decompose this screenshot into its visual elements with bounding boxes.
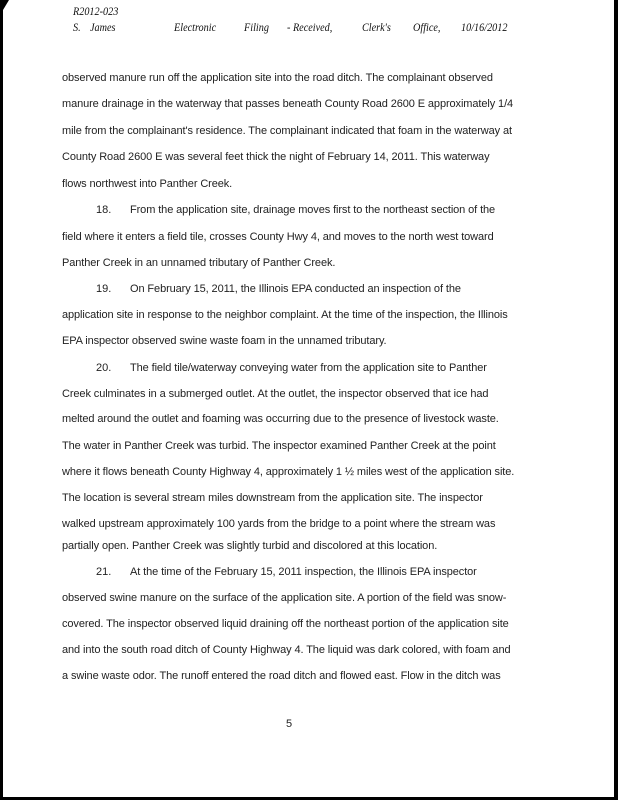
stamp-word: Filing [244, 20, 269, 34]
paragraph-number: 21. [96, 566, 112, 578]
text-line: Creek culminates in a submerged outlet. At the outlet, the inspector observed that ice had [62, 388, 489, 400]
stamp-word: S. [73, 20, 81, 34]
text-line: County Road 2600 E was several feet thick the night of February 14, 2011. This waterway [62, 151, 490, 163]
text-line: walked upstream approximately 100 yards from the bridge to a point where the stream was [62, 518, 496, 530]
paragraph-number: 20. [96, 362, 112, 374]
text-line: field where it enters a field tile, crosses County Hwy 4, and moves to the north west toward [62, 231, 494, 243]
text-line: a swine waste odor. The runoff entered the road ditch and flowed east. Flow in the ditch was [62, 670, 501, 682]
stamp-word: - Received, [287, 20, 333, 34]
text-line: partially open. Panther Creek was slightly turbid and discolored at this location. [62, 540, 438, 552]
text-line: The field tile/waterway conveying water from the application site to Panther [130, 362, 487, 374]
text-line: application site in response to the neighbor complaint. At the time of the inspection, the Illinois [62, 309, 508, 321]
text-line: and into the south road ditch of County Highway 4. The liquid was dark colored, with foam and [62, 644, 511, 656]
text-line: manure drainage in the waterway that passes beneath County Road 2600 E approximately 1/4 [62, 98, 514, 110]
text-line: The water in Panther Creek was turbid. The inspector examined Panther Creek at the point [62, 440, 496, 452]
scan-border-right [614, 0, 618, 800]
text-line: covered. The inspector observed liquid draining off the northeast portion of the application site [62, 618, 509, 630]
text-line: Panther Creek in an unnamed tributary of Panther Creek. [62, 257, 336, 269]
text-line: EPA inspector observed swine waste foam in the unnamed tributary. [62, 335, 387, 347]
text-line: where it flows beneath County Highway 4, approximately 1 ½ miles west of the application site. [62, 466, 515, 478]
paragraph-number: 19. [96, 283, 112, 295]
docket-number: R2012-023 [73, 4, 119, 18]
stamp-date: 10/16/2012 [461, 20, 508, 34]
stamp-word: Electronic [174, 20, 217, 34]
text-line: The location is several stream miles downstream from the application site. The inspector [62, 492, 483, 504]
text-line: At the time of the February 15, 2011 inspection, the Illinois EPA inspector [130, 566, 477, 578]
text-line: On February 15, 2011, the Illinois EPA conducted an inspection of the [130, 283, 461, 295]
text-line: melted around the outlet and foaming was occurring due to the presence of livestock waste. [62, 413, 499, 425]
text-line: mile from the complainant's residence. The complainant indicated that foam in the waterway at [62, 125, 512, 137]
text-line: From the application site, drainage moves first to the northeast section of the [130, 204, 496, 216]
text-line: flows northwest into Panther Creek. [62, 178, 233, 190]
text-line: observed manure run off the application site into the road ditch. The complainant observed [62, 72, 493, 84]
stamp-word: James [90, 20, 116, 34]
page-number: 5 [286, 718, 293, 730]
scan-corner-mark [3, 0, 9, 10]
text-line: observed swine manure on the surface of the application site. A portion of the field was snow- [62, 592, 507, 604]
scan-border-left [0, 0, 3, 800]
stamp-word: Office, [413, 20, 441, 34]
paragraph-number: 18. [96, 204, 112, 216]
stamp-word: Clerk's [362, 20, 391, 34]
